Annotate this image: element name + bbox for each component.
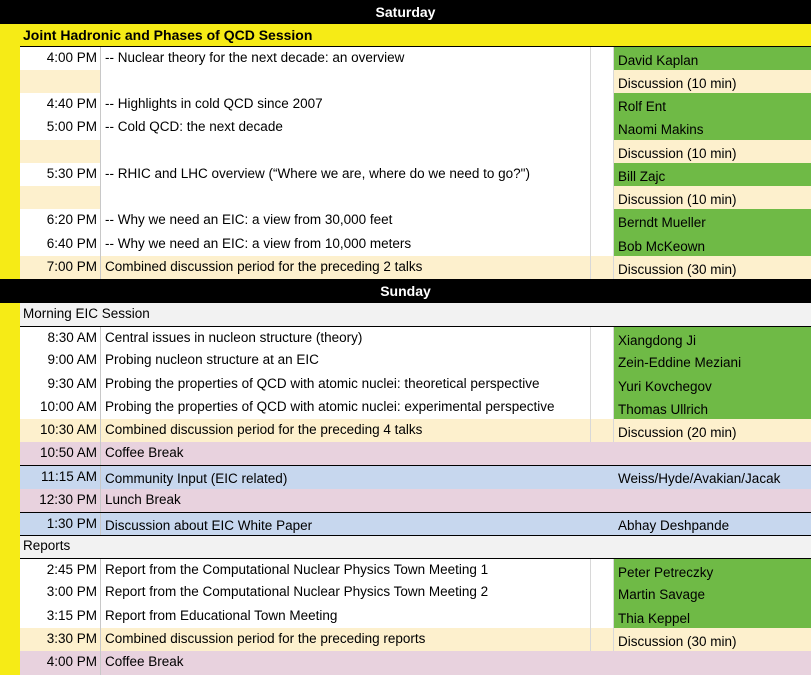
row-speaker: Discussion (10 min) xyxy=(614,140,811,163)
row-title: Probing the properties of QCD with atomic nuclei: theoretical perspective xyxy=(100,373,590,396)
row-speaker: Abhay Deshpande xyxy=(618,518,730,533)
row-speaker: Naomi Makins xyxy=(614,116,811,140)
row-title: -- Nuclear theory for the next decade: an overview xyxy=(100,47,590,70)
row-speaker: Discussion (30 min) xyxy=(614,256,811,279)
row-title: Community Input (EIC related) xyxy=(100,466,590,490)
row-time: 8:30 AM xyxy=(20,327,100,350)
schedule-row xyxy=(20,605,811,629)
row-speaker: Yuri Kovchegov xyxy=(614,373,811,396)
row-title: Report from the Computational Nuclear Physics Town Meeting 1 xyxy=(100,559,590,582)
row-title: Discussion about EIC White Paper xyxy=(100,513,590,536)
row-speaker xyxy=(614,442,811,465)
row-title: Probing nucleon structure at an EIC xyxy=(100,349,590,373)
row-gap xyxy=(590,256,614,279)
schedule-row xyxy=(20,93,811,117)
row-time: 3:00 PM xyxy=(20,581,100,605)
row-time: 12:30 PM xyxy=(39,492,97,507)
row-title: -- Why we need an EIC: a view from 10,000 meters xyxy=(100,233,590,256)
row-title: -- Highlights in cold QCD since 2007 xyxy=(100,93,590,116)
row-time: 10:00 AM xyxy=(20,396,100,419)
row-time: 3:15 PM xyxy=(20,605,100,628)
schedule-row xyxy=(20,47,811,71)
row-time: 10:50 AM xyxy=(39,445,97,460)
row-speaker: David Kaplan xyxy=(614,47,811,70)
row-gap xyxy=(590,186,614,209)
row-speaker xyxy=(614,651,811,675)
row-gap xyxy=(590,70,614,93)
row-speaker: Discussion (30 min) xyxy=(614,628,811,651)
row-time: 4:40 PM xyxy=(20,93,100,116)
row-gap xyxy=(590,209,614,233)
row-gap xyxy=(590,327,614,350)
row-title: -- Cold QCD: the next decade xyxy=(100,116,590,140)
schedule-row xyxy=(20,163,811,187)
row-gap xyxy=(590,349,614,373)
row-title: Report from the Computational Nuclear Physics Town Meeting 2 xyxy=(100,581,590,605)
row-time xyxy=(20,70,100,93)
row-speaker: Discussion (20 min) xyxy=(614,419,811,442)
schedule-row xyxy=(20,256,811,280)
row-time xyxy=(20,186,100,209)
row-gap xyxy=(590,47,614,70)
row-title xyxy=(100,70,590,93)
schedule-row xyxy=(20,186,811,210)
schedule-row xyxy=(20,326,811,351)
row-time: 6:40 PM xyxy=(20,233,100,256)
row-speaker: Discussion (10 min) xyxy=(614,70,811,93)
row-time: 5:30 PM xyxy=(20,163,100,186)
coffee-break-row xyxy=(20,442,811,465)
sunday-side-bar xyxy=(0,303,20,675)
schedule-row xyxy=(20,628,811,652)
row-speaker: Xiangdong Ji xyxy=(614,327,811,350)
row-title: Coffee Break xyxy=(100,651,590,675)
schedule-row xyxy=(20,116,811,141)
row-title: -- RHIC and LHC overview (“Where we are, where do we need to go?") xyxy=(100,163,590,186)
row-time: 4:00 PM xyxy=(46,654,97,669)
row-speaker: Rolf Ent xyxy=(614,93,811,116)
row-time: 11:15 AM xyxy=(20,466,100,490)
row-speaker: Martin Savage xyxy=(614,581,811,605)
schedule-row xyxy=(20,209,811,234)
lunch-break-row xyxy=(20,489,811,512)
row-speaker: Discussion (10 min) xyxy=(614,186,811,209)
row-time: 9:00 AM xyxy=(20,349,100,373)
row-time: 4:00 PM xyxy=(20,47,100,70)
row-title xyxy=(100,186,590,209)
schedule-row xyxy=(20,373,811,397)
row-time xyxy=(20,140,100,163)
row-speaker: Bob McKeown xyxy=(614,233,811,256)
row-title: Report from Educational Town Meeting xyxy=(100,605,590,628)
row-gap xyxy=(590,396,614,419)
session-title: Joint Hadronic and Phases of QCD Session xyxy=(20,24,811,47)
row-gap xyxy=(590,581,614,605)
row-title: Coffee Break xyxy=(100,442,590,465)
row-title: Lunch Break xyxy=(100,489,590,512)
row-speaker xyxy=(614,489,811,512)
schedule-row xyxy=(20,349,811,374)
row-speaker: Berndt Mueller xyxy=(614,209,811,233)
row-time: 10:30 AM xyxy=(20,419,100,442)
community-input-row xyxy=(20,465,811,490)
morning-session-label: Morning EIC Session xyxy=(20,303,811,326)
schedule-row xyxy=(20,70,811,94)
row-time: 9:30 AM xyxy=(20,373,100,396)
row-title: Combined discussion period for the preceding reports xyxy=(100,628,590,651)
row-gap xyxy=(590,163,614,186)
row-speaker: Thia Keppel xyxy=(614,605,811,628)
row-gap xyxy=(590,373,614,396)
schedule-row xyxy=(20,396,811,420)
schedule-row xyxy=(20,140,811,164)
row-speaker: Weiss/Hyde/Avakian/Jacak xyxy=(618,471,781,486)
saturday-header: Saturday xyxy=(0,0,811,24)
reports-label: Reports xyxy=(20,535,811,558)
row-time: 7:00 PM xyxy=(20,256,100,279)
row-gap xyxy=(590,628,614,651)
white-paper-row xyxy=(20,512,811,536)
row-speaker: Bill Zajc xyxy=(614,163,811,186)
row-title: Combined discussion period for the preceding 2 talks xyxy=(100,256,590,279)
row-title: Probing the properties of QCD with atomic nuclei: experimental perspective xyxy=(100,396,590,419)
row-title: Combined discussion period for the preceding 4 talks xyxy=(100,419,590,442)
row-time: 2:45 PM xyxy=(20,559,100,582)
sunday-header: Sunday xyxy=(0,279,811,303)
row-time: 3:30 PM xyxy=(20,628,100,651)
row-speaker: Peter Petreczky xyxy=(614,559,811,582)
row-title xyxy=(100,140,590,163)
row-gap xyxy=(590,419,614,442)
row-gap xyxy=(590,559,614,582)
row-time: 5:00 PM xyxy=(20,116,100,140)
coffee-break-row xyxy=(20,651,811,675)
saturday-side-bar xyxy=(0,24,20,279)
row-gap xyxy=(590,140,614,163)
row-time: 6:20 PM xyxy=(20,209,100,233)
row-title: Central issues in nucleon structure (theory) xyxy=(100,327,590,350)
row-speaker: Zein-Eddine Meziani xyxy=(614,349,811,373)
schedule-row xyxy=(20,581,811,606)
row-gap xyxy=(590,93,614,116)
schedule-row xyxy=(20,558,811,583)
row-speaker: Thomas Ullrich xyxy=(614,396,811,419)
row-gap xyxy=(590,116,614,140)
row-gap xyxy=(590,605,614,628)
schedule-row xyxy=(20,233,811,257)
row-time: 1:30 PM xyxy=(20,513,100,536)
row-gap xyxy=(590,233,614,256)
schedule-row xyxy=(20,419,811,443)
row-title: -- Why we need an EIC: a view from 30,000 feet xyxy=(100,209,590,233)
